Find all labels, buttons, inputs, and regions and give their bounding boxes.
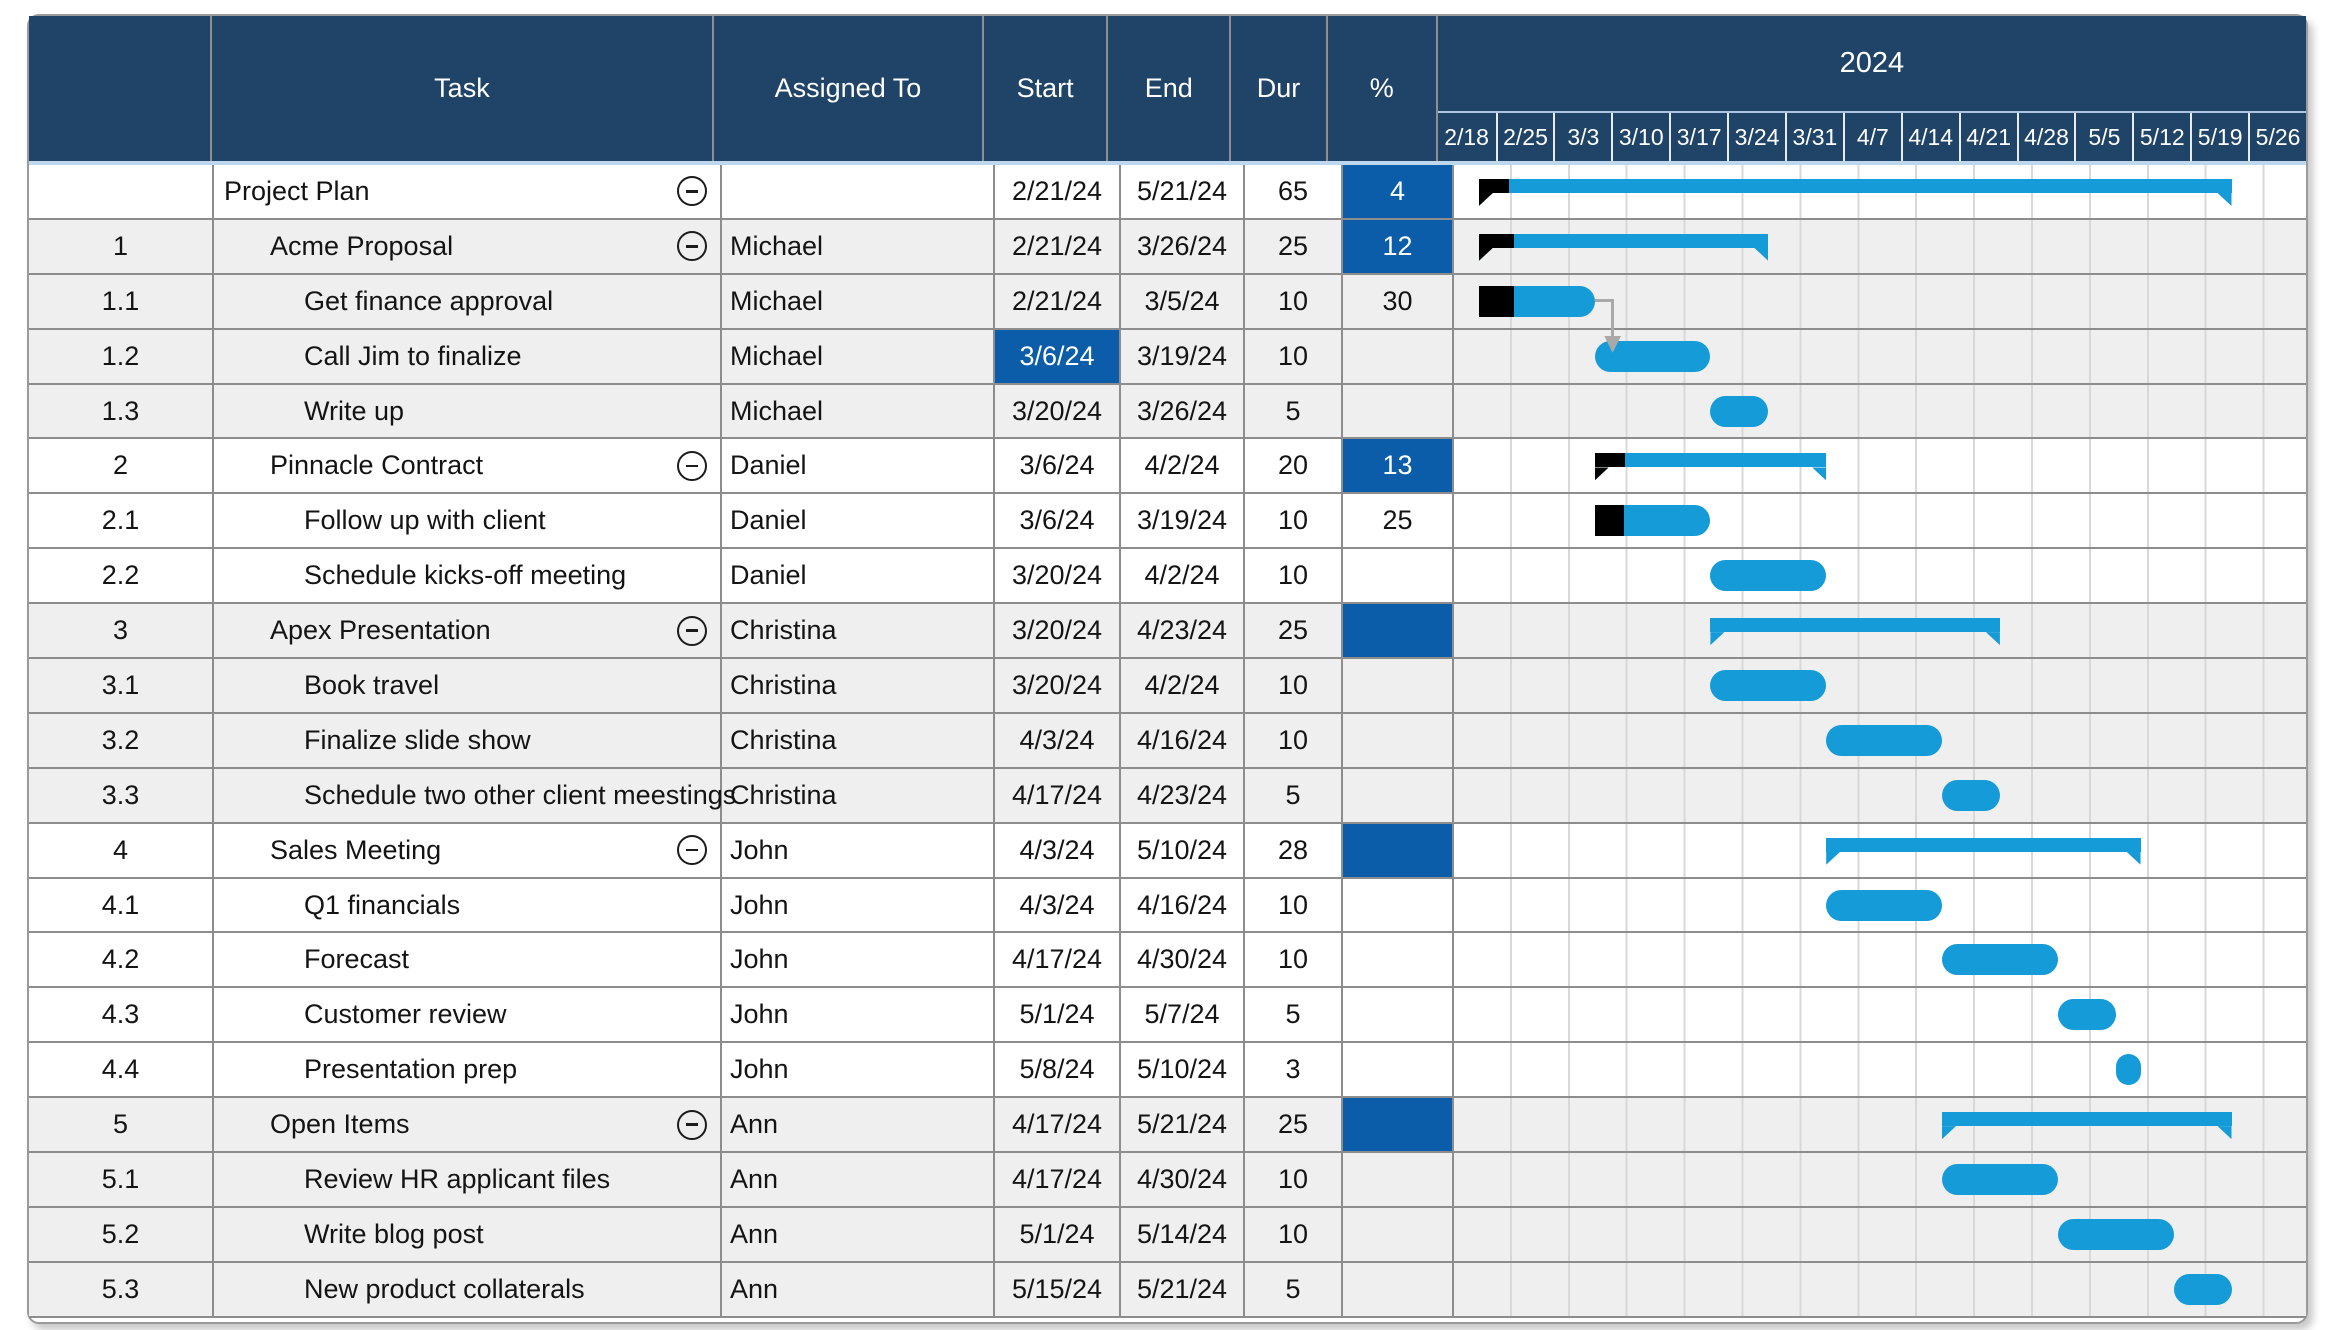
task-row (29, 385, 2306, 440)
minus-icon (686, 1123, 698, 1126)
assigned-to-cell[interactable]: John (722, 879, 995, 932)
row-number-cell[interactable]: 4.4 (29, 1043, 214, 1096)
task-name-label: New product collaterals (304, 1273, 585, 1304)
row-number-cell[interactable]: 1.2 (29, 330, 214, 383)
column-header-number (29, 16, 212, 161)
start-date-cell[interactable]: 3/6/24 (995, 330, 1121, 383)
task-progress-overlay (1479, 286, 1514, 317)
column-header-end: End (1108, 16, 1231, 161)
task-name-label: Q1 financials (304, 889, 461, 920)
minus-icon (686, 849, 698, 852)
start-date-cell[interactable]: 2/21/24 (995, 275, 1121, 328)
end-date-cell[interactable]: 3/26/24 (1121, 385, 1245, 438)
task-name-cell[interactable] (214, 385, 722, 438)
task-row (29, 1098, 2306, 1153)
end-date-cell[interactable]: 5/10/24 (1121, 1043, 1245, 1096)
start-date-cell[interactable]: 4/3/24 (995, 879, 1121, 932)
timeline-cell (1454, 604, 2306, 657)
task-row (29, 879, 2306, 934)
start-date-cell[interactable]: 4/3/24 (995, 714, 1121, 767)
gantt-bar-summary[interactable] (1826, 832, 2140, 873)
start-date-cell[interactable]: 4/17/24 (995, 1153, 1121, 1206)
task-name-label: Pinnacle Contract (270, 450, 484, 481)
summary-bar-body (1942, 1112, 2232, 1126)
task-name-label: Apex Presentation (270, 615, 491, 646)
task-name-label: Open Items (270, 1109, 410, 1140)
column-header-assigned-to: Assigned To (714, 16, 984, 161)
end-date-cell[interactable]: 4/23/24 (1121, 604, 1245, 657)
gantt-bar-task[interactable] (1826, 725, 1942, 756)
task-row (29, 439, 2306, 494)
column-header-dur: Dur (1231, 16, 1328, 161)
collapse-button[interactable] (677, 1110, 707, 1140)
task-row (29, 549, 2306, 604)
summary-bar-right-tail (1754, 248, 1768, 261)
summary-progress-tail (1479, 248, 1493, 261)
end-date-cell[interactable]: 3/19/24 (1121, 330, 1245, 383)
week-tick-label: 2/25 (1496, 113, 1554, 161)
timeline-cell (1454, 439, 2306, 492)
summary-bar-right-tail (2127, 852, 2141, 865)
row-number-cell[interactable]: 5.1 (29, 1153, 214, 1206)
summary-bar-body (1595, 453, 1827, 467)
summary-progress-overlay (1595, 447, 1625, 488)
task-name-cell[interactable] (214, 439, 722, 492)
task-name-cell[interactable] (214, 824, 722, 877)
assigned-to-cell[interactable]: John (722, 988, 995, 1041)
start-date-cell[interactable]: 4/17/24 (995, 1098, 1121, 1151)
week-tick-label: 3/31 (1785, 113, 1843, 161)
duration-cell[interactable]: 10 (1245, 659, 1343, 712)
row-number-cell[interactable]: 1.3 (29, 385, 214, 438)
end-date-cell[interactable]: 5/7/24 (1121, 988, 1245, 1041)
timeline-cell (1454, 330, 2306, 383)
row-number-cell[interactable]: 2.2 (29, 549, 214, 602)
table-header (29, 16, 2306, 165)
timeline-cell (1454, 385, 2306, 438)
task-row (29, 714, 2306, 769)
task-name-cell[interactable] (214, 494, 722, 547)
assigned-to-cell[interactable]: John (722, 824, 995, 877)
task-name-cell[interactable] (214, 659, 722, 712)
start-date-cell[interactable]: 5/8/24 (995, 1043, 1121, 1096)
project-plan-table (27, 14, 2308, 1324)
duration-cell[interactable]: 25 (1245, 220, 1343, 273)
summary-progress-overlay (1479, 173, 1509, 214)
assigned-to-cell[interactable]: Ann (722, 1208, 995, 1261)
assigned-to-cell[interactable]: Daniel (722, 549, 995, 602)
task-name-label: Schedule kicks-off meeting (304, 560, 627, 591)
summary-progress-body (1479, 179, 1509, 193)
task-name-cell[interactable] (214, 879, 722, 932)
summary-bar-body (1479, 179, 2232, 193)
percent-complete-cell[interactable] (1343, 1098, 1454, 1151)
column-header-task: Task (212, 16, 714, 161)
duration-cell[interactable]: 25 (1245, 604, 1343, 657)
start-date-cell[interactable]: 3/20/24 (995, 604, 1121, 657)
row-number-cell[interactable]: 3.2 (29, 714, 214, 767)
timeline-cell (1454, 1043, 2306, 1096)
task-name-label: Get finance approval (304, 285, 554, 316)
duration-cell[interactable]: 10 (1245, 330, 1343, 383)
row-number-cell[interactable]: 1 (29, 220, 214, 273)
task-row (29, 1043, 2306, 1098)
assigned-to-cell[interactable]: Ann (722, 1153, 995, 1206)
start-date-cell[interactable]: 3/20/24 (995, 659, 1121, 712)
row-number-cell[interactable]: 5 (29, 1098, 214, 1151)
assigned-to-cell[interactable]: Ann (722, 1263, 995, 1316)
duration-cell[interactable]: 10 (1245, 933, 1343, 986)
task-name-label: Call Jim to finalize (304, 340, 522, 371)
task-row (29, 1208, 2306, 1263)
task-name-cell[interactable] (214, 1153, 722, 1206)
timeline-cell (1454, 549, 2306, 602)
end-date-cell[interactable]: 4/16/24 (1121, 714, 1245, 767)
task-row (29, 933, 2306, 988)
timeline-cell (1454, 165, 2306, 218)
task-name-label: Write blog post (304, 1218, 484, 1249)
assigned-to-cell[interactable]: John (722, 1043, 995, 1096)
week-tick-label: 3/17 (1669, 113, 1727, 161)
percent-complete-cell[interactable] (1343, 824, 1454, 877)
task-name-label: Customer review (304, 999, 507, 1030)
task-name-cell[interactable] (214, 1043, 722, 1096)
percent-complete-cell[interactable]: 25 (1343, 494, 1454, 547)
percent-complete-cell[interactable] (1343, 549, 1454, 602)
task-name-cell[interactable] (214, 604, 722, 657)
task-row (29, 1263, 2306, 1318)
start-date-cell[interactable]: 5/1/24 (995, 988, 1121, 1041)
gantt-bar-task[interactable] (1479, 286, 1595, 317)
summary-bar-right-tail (2218, 1126, 2232, 1139)
task-name-cell[interactable] (214, 330, 722, 383)
task-name-cell[interactable] (214, 769, 737, 822)
end-date-cell[interactable]: 4/30/24 (1121, 933, 1245, 986)
end-date-cell[interactable]: 5/21/24 (1121, 165, 1245, 218)
row-number-cell[interactable]: 2.1 (29, 494, 214, 547)
end-date-cell[interactable]: 4/2/24 (1121, 659, 1245, 712)
start-date-cell[interactable]: 3/20/24 (995, 385, 1121, 438)
row-number-cell[interactable]: 2 (29, 439, 214, 492)
percent-complete-cell[interactable] (1343, 385, 1454, 438)
start-date-cell[interactable]: 4/17/24 (995, 933, 1121, 986)
task-row (29, 988, 2306, 1043)
percent-complete-cell[interactable] (1343, 1153, 1454, 1206)
timeline-cell (1454, 1208, 2306, 1261)
percent-complete-cell[interactable]: 30 (1343, 275, 1454, 328)
gantt-bar-task[interactable] (1710, 670, 1826, 701)
row-number-cell[interactable] (29, 165, 214, 218)
gantt-bar-task[interactable] (2116, 1054, 2141, 1085)
task-row (29, 769, 2306, 824)
duration-cell[interactable]: 10 (1245, 1153, 1343, 1206)
end-date-cell[interactable]: 3/5/24 (1121, 275, 1245, 328)
duration-cell[interactable]: 10 (1245, 549, 1343, 602)
assigned-to-cell[interactable]: Michael (722, 385, 995, 438)
summary-bar-body (1826, 838, 2140, 852)
assigned-to-cell[interactable]: Christina (722, 769, 995, 822)
task-row (29, 494, 2306, 549)
timeline-cell (1454, 1153, 2306, 1206)
summary-bar-body (1710, 618, 2000, 632)
percent-complete-cell[interactable] (1343, 1208, 1454, 1261)
timeline-cell (1454, 1263, 2306, 1316)
task-name-cell[interactable] (214, 714, 722, 767)
end-date-cell[interactable]: 5/14/24 (1121, 1208, 1245, 1261)
week-tick-label: 5/12 (2132, 113, 2190, 161)
task-name-label: Schedule two other client meestings (304, 779, 737, 810)
start-date-cell[interactable]: 4/3/24 (995, 824, 1121, 877)
row-number-cell[interactable]: 5.3 (29, 1263, 214, 1316)
minus-icon (686, 465, 698, 468)
week-tick-label: 2/18 (1444, 123, 1489, 150)
summary-bar-left-tail (1710, 632, 1724, 645)
percent-complete-cell[interactable] (1343, 604, 1454, 657)
start-date-cell[interactable]: 5/15/24 (995, 1263, 1121, 1316)
timeline-cell (1454, 1098, 2306, 1151)
duration-cell[interactable]: 10 (1245, 1208, 1343, 1261)
week-tick-label: 3/24 (1727, 113, 1785, 161)
assigned-to-cell[interactable]: Christina (722, 659, 995, 712)
gantt-bar-task[interactable] (1595, 505, 1711, 536)
task-row (29, 220, 2306, 275)
summary-bar-right-tail (2218, 193, 2232, 206)
week-tick-label: 5/5 (2074, 113, 2132, 161)
timeline-year-label: 2024 (1839, 47, 1905, 79)
timeline-cell (1454, 824, 2306, 877)
gantt-bar-summary[interactable] (1710, 612, 2000, 653)
summary-bar-right-tail (1812, 467, 1826, 480)
row-number-cell[interactable]: 4.3 (29, 988, 214, 1041)
summary-progress-tail (1479, 193, 1493, 206)
task-name-label: Review HR applicant files (304, 1163, 611, 1194)
row-number-cell[interactable]: 4.1 (29, 879, 214, 932)
end-date-cell[interactable]: 4/23/24 (1121, 769, 1245, 822)
gantt-bar-task[interactable] (1942, 1164, 2058, 1195)
percent-complete-cell[interactable]: 13 (1343, 439, 1454, 492)
minus-icon (686, 629, 698, 632)
gantt-bar-task[interactable] (1710, 560, 1826, 591)
week-tick-label: 4/21 (1959, 113, 2017, 161)
end-date-cell[interactable]: 4/30/24 (1121, 1153, 1245, 1206)
percent-complete-cell[interactable] (1343, 1263, 1454, 1316)
end-date-cell[interactable]: 3/19/24 (1121, 494, 1245, 547)
timeline-cell (1454, 275, 2306, 328)
start-date-cell[interactable]: 4/17/24 (995, 769, 1121, 822)
week-tick-label: 4/14 (1901, 113, 1959, 161)
task-name-cell[interactable] (214, 165, 722, 218)
task-name-label: Project Plan (224, 175, 370, 206)
duration-cell[interactable]: 10 (1245, 714, 1343, 767)
timeline-cell (1454, 714, 2306, 767)
minus-icon (686, 190, 698, 193)
percent-complete-cell[interactable] (1343, 988, 1454, 1041)
percent-complete-cell[interactable] (1343, 769, 1454, 822)
assigned-to-cell[interactable]: Christina (722, 604, 995, 657)
gantt-bar-task[interactable] (2174, 1274, 2232, 1305)
percent-complete-cell[interactable]: 4 (1343, 165, 1454, 218)
percent-complete-cell[interactable] (1343, 659, 1454, 712)
end-date-cell[interactable]: 5/21/24 (1121, 1098, 1245, 1151)
column-header-percent: % (1328, 16, 1438, 161)
collapse-button[interactable] (677, 616, 707, 646)
collapse-button[interactable] (677, 231, 707, 261)
summary-progress-overlay (1479, 228, 1514, 269)
assigned-to-cell[interactable]: Daniel (722, 494, 995, 547)
week-tick-label: 5/19 (2190, 113, 2248, 161)
task-name-label: Presentation prep (304, 1054, 518, 1085)
task-name-label: Book travel (304, 669, 440, 700)
collapse-button[interactable] (677, 451, 707, 481)
end-date-cell[interactable]: 4/16/24 (1121, 879, 1245, 932)
summary-bar-body (1479, 234, 1769, 248)
duration-cell[interactable]: 20 (1245, 439, 1343, 492)
task-name-label: Forecast (304, 944, 410, 975)
task-row (29, 659, 2306, 714)
timeline-cell (1454, 769, 2306, 822)
row-number-cell[interactable]: 5.2 (29, 1208, 214, 1261)
assigned-to-cell[interactable]: Daniel (722, 439, 995, 492)
percent-complete-cell[interactable] (1343, 1043, 1454, 1096)
row-number-cell[interactable]: 3.3 (29, 769, 214, 822)
week-tick-label: 3/3 (1553, 113, 1611, 161)
gantt-bar-task[interactable] (1595, 341, 1711, 372)
gantt-bar-summary[interactable] (1479, 228, 1769, 269)
task-row (29, 1153, 2306, 1208)
end-date-cell[interactable]: 5/21/24 (1121, 1263, 1245, 1316)
minus-icon (686, 245, 698, 248)
task-progress-overlay (1595, 505, 1624, 536)
duration-cell[interactable]: 5 (1245, 1263, 1343, 1316)
task-name-cell[interactable] (214, 549, 722, 602)
task-name-cell[interactable] (214, 988, 722, 1041)
collapse-button[interactable] (677, 835, 707, 865)
percent-complete-cell[interactable] (1343, 714, 1454, 767)
end-date-cell[interactable]: 5/10/24 (1121, 824, 1245, 877)
start-date-cell[interactable]: 3/6/24 (995, 494, 1121, 547)
timeline-cell (1454, 879, 2306, 932)
timeline-cell (1454, 933, 2306, 986)
start-date-cell[interactable]: 2/21/24 (995, 165, 1121, 218)
timeline-weeks (1438, 111, 2306, 161)
percent-complete-cell[interactable] (1343, 330, 1454, 383)
task-name-cell[interactable] (214, 1208, 722, 1261)
start-date-cell[interactable]: 3/20/24 (995, 549, 1121, 602)
assigned-to-cell[interactable]: John (722, 933, 995, 986)
duration-cell[interactable]: 3 (1245, 1043, 1343, 1096)
assigned-to-cell[interactable]: Michael (722, 275, 995, 328)
row-number-cell[interactable]: 1.1 (29, 275, 214, 328)
gantt-bar-summary[interactable] (1595, 447, 1827, 488)
duration-cell[interactable]: 25 (1245, 1098, 1343, 1151)
assigned-to-cell[interactable]: Ann (722, 1098, 995, 1151)
gantt-bar-summary[interactable] (1942, 1106, 2232, 1147)
week-tick-label: 4/28 (2017, 113, 2075, 161)
task-name-cell[interactable] (214, 220, 722, 273)
gantt-bar-task[interactable] (2058, 999, 2116, 1030)
task-name-label: Finalize slide show (304, 724, 531, 755)
duration-cell[interactable]: 5 (1245, 988, 1343, 1041)
gantt-bar-task[interactable] (1942, 944, 2058, 975)
row-number-cell[interactable]: 4 (29, 824, 214, 877)
assigned-to-cell[interactable]: Michael (722, 330, 995, 383)
task-name-cell[interactable] (214, 933, 722, 986)
timeline-cell (1454, 988, 2306, 1041)
summary-bar-left-tail (1942, 1126, 1956, 1139)
task-row (29, 604, 2306, 659)
task-name-cell[interactable] (214, 275, 722, 328)
week-tick-label: 4/7 (1843, 113, 1901, 161)
task-row (29, 165, 2306, 220)
column-header-start: Start (984, 16, 1109, 161)
percent-complete-cell[interactable] (1343, 933, 1454, 986)
timeline-cell (1454, 220, 2306, 273)
timeline-header (1438, 16, 2306, 161)
duration-cell[interactable]: 10 (1245, 275, 1343, 328)
task-name-label: Follow up with client (304, 505, 546, 536)
gantt-bar-task[interactable] (1826, 890, 1942, 921)
task-name-label: Acme Proposal (270, 230, 454, 261)
task-name-cell[interactable] (214, 1263, 722, 1316)
assigned-to-cell[interactable]: Michael (722, 220, 995, 273)
start-date-cell[interactable]: 2/21/24 (995, 220, 1121, 273)
summary-bar-left-tail (1826, 852, 1840, 865)
row-number-cell[interactable]: 3 (29, 604, 214, 657)
task-row (29, 275, 2306, 330)
gantt-bar-summary[interactable] (1479, 173, 2232, 214)
summary-progress-tail (1595, 467, 1609, 480)
task-name-label: Sales Meeting (270, 834, 442, 865)
task-row (29, 824, 2306, 879)
timeline-cell (1454, 494, 2306, 547)
task-name-cell[interactable] (214, 1098, 722, 1151)
start-date-cell[interactable]: 5/1/24 (995, 1208, 1121, 1261)
assigned-to-cell[interactable]: Christina (722, 714, 995, 767)
row-number-cell[interactable]: 3.1 (29, 659, 214, 712)
start-date-cell[interactable]: 3/6/24 (995, 439, 1121, 492)
percent-complete-cell[interactable] (1343, 879, 1454, 932)
rows (29, 165, 2306, 1318)
end-date-cell[interactable]: 3/26/24 (1121, 220, 1245, 273)
gantt-bar-task[interactable] (1710, 396, 1768, 427)
assigned-to-cell[interactable] (722, 165, 995, 218)
duration-cell[interactable]: 10 (1245, 494, 1343, 547)
gantt-bar-task[interactable] (1942, 780, 2000, 811)
summary-bar-right-tail (1986, 632, 2000, 645)
duration-cell[interactable]: 5 (1245, 385, 1343, 438)
summary-progress-body (1479, 234, 1514, 248)
duration-cell[interactable]: 28 (1245, 824, 1343, 877)
task-row (29, 330, 2306, 385)
duration-cell[interactable]: 10 (1245, 879, 1343, 932)
summary-progress-body (1595, 453, 1625, 467)
collapse-button[interactable] (677, 176, 707, 206)
gantt-bar-task[interactable] (2058, 1219, 2174, 1250)
end-date-cell[interactable]: 4/2/24 (1121, 549, 1245, 602)
percent-complete-cell[interactable]: 12 (1343, 220, 1454, 273)
row-number-cell[interactable]: 4.2 (29, 933, 214, 986)
duration-cell[interactable]: 5 (1245, 769, 1343, 822)
end-date-cell[interactable]: 4/2/24 (1121, 439, 1245, 492)
duration-cell[interactable]: 65 (1245, 165, 1343, 218)
task-name-label: Write up (304, 395, 405, 426)
week-tick-label: 3/10 (1611, 113, 1669, 161)
week-tick-label: 5/26 (2248, 113, 2306, 161)
timeline-cell (1454, 659, 2306, 712)
